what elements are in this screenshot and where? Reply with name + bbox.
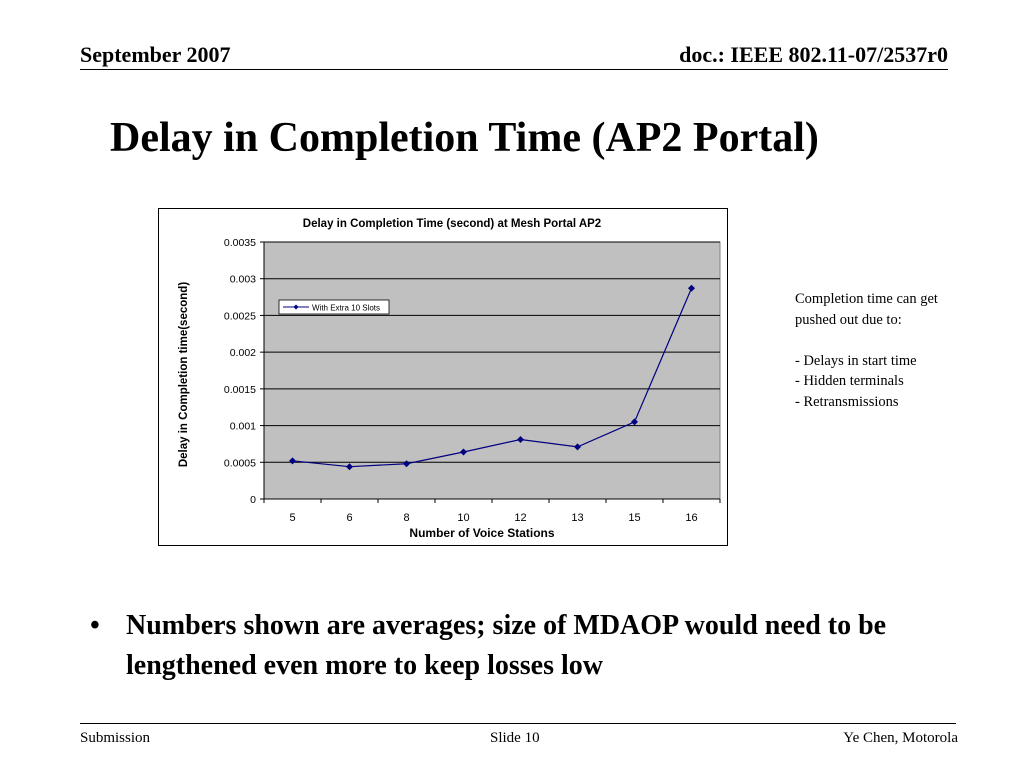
y-tick-label: 0.003 xyxy=(229,273,256,286)
x-tick-label: 5 xyxy=(289,512,296,524)
bullet-list xyxy=(90,606,950,686)
side-notes xyxy=(795,289,995,412)
chart-svg xyxy=(159,209,727,545)
x-tick-label: 16 xyxy=(685,512,698,524)
notes-item: - Hidden terminals xyxy=(795,373,904,389)
y-tick-label: 0.0035 xyxy=(223,237,256,249)
footer-slide-number: Slide 10 xyxy=(490,730,540,746)
slide-title: Delay in Completion Time (AP2 Portal) xyxy=(110,115,819,161)
x-tick-label: 6 xyxy=(346,512,353,524)
notes-item: - Delays in start time xyxy=(795,352,917,369)
y-tick-label: 0.002 xyxy=(229,347,256,360)
x-tick-label: 10 xyxy=(457,512,470,524)
legend-label: With Extra 10 Slots xyxy=(312,303,381,313)
y-tick-label: 0.0025 xyxy=(223,310,256,323)
y-tick-label: 0.0015 xyxy=(223,383,256,396)
y-axis-label: Delay in Completion time(second) xyxy=(178,281,190,468)
y-tick-label: 0.0005 xyxy=(223,457,256,470)
footer-author: Ye Chen, Motorola xyxy=(843,730,958,746)
y-tick-label: 0.001 xyxy=(229,420,256,433)
x-tick-label: 13 xyxy=(571,512,584,524)
footer-submission: Submission xyxy=(80,730,151,746)
chart xyxy=(158,208,728,546)
header-doc-id: doc.: IEEE 802.11-07/2537r0 xyxy=(679,42,948,67)
header-rule xyxy=(80,69,948,70)
bullet-item xyxy=(90,606,950,686)
chart-title: Delay in Completion Time (second) at Mesh Portal AP2 xyxy=(302,218,602,230)
x-tick-label: 15 xyxy=(628,512,641,524)
plot-area xyxy=(264,242,720,499)
notes-item: - Retransmissions xyxy=(795,393,899,410)
y-tick-label: 0 xyxy=(250,494,256,506)
x-axis-label: Number of Voice Stations xyxy=(409,526,555,540)
header-date: September 2007 xyxy=(80,42,231,67)
x-tick-label: 8 xyxy=(403,512,410,524)
footer-rule xyxy=(80,723,956,724)
bullet-icon: • xyxy=(90,610,100,641)
notes-spacer xyxy=(795,330,995,351)
x-tick-label: 12 xyxy=(514,512,527,524)
notes-intro-line2: pushed out due to: xyxy=(795,311,902,328)
notes-intro-line1: Completion time can get xyxy=(795,291,938,307)
bullet-text: Numbers shown are averages; size of MDAOP would need to be lengthened even more to keep losses low xyxy=(126,610,887,681)
